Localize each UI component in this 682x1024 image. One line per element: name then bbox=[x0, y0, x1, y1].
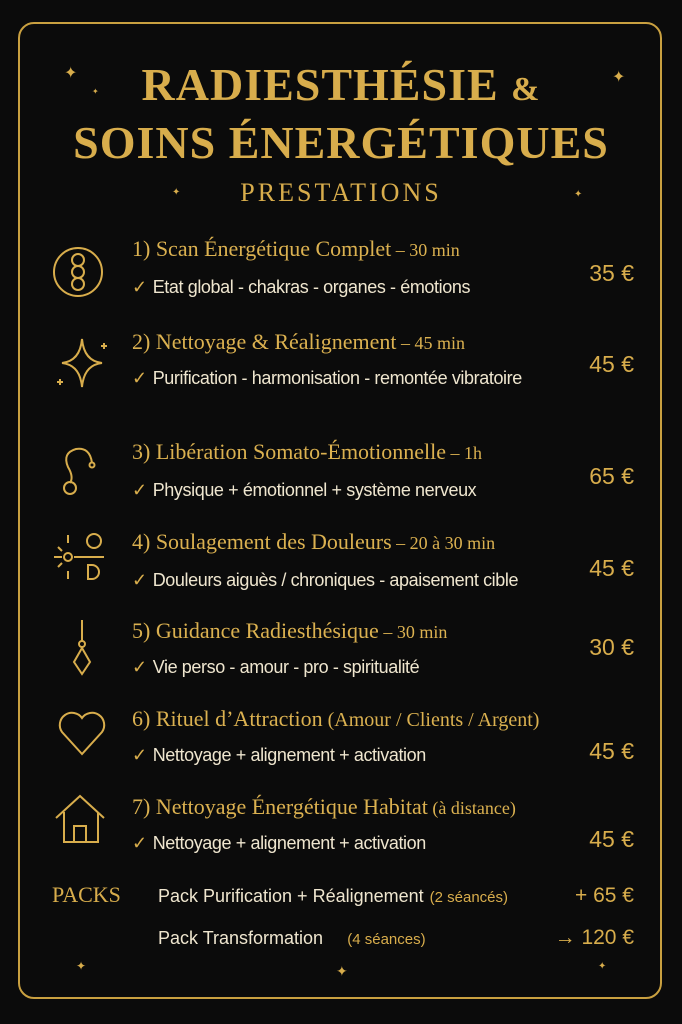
sparkle-icon: ✦ bbox=[336, 965, 348, 980]
service-title: 5) Guidance Radiesthésique – 30 min bbox=[132, 618, 448, 643]
spiral-icon bbox=[52, 443, 108, 499]
service-description: ✓ Nettoyage + alignement + activation bbox=[132, 745, 426, 765]
title-text: RADIESTHÉSIE bbox=[141, 59, 499, 110]
pack-item: Pack Transformation (4 séances) bbox=[158, 928, 426, 948]
sparkle-icon: ✦ bbox=[64, 65, 78, 82]
infinity-circle-icon bbox=[52, 244, 108, 300]
title-ampersand: & bbox=[511, 71, 541, 108]
sparkle-icon: ✦ bbox=[92, 87, 99, 96]
packs-label: PACKS bbox=[52, 882, 121, 907]
service-price: 35 € bbox=[589, 260, 634, 286]
pack-price: → 120 € bbox=[554, 926, 634, 949]
section-subtitle: PRESTATIONS bbox=[240, 178, 442, 207]
service-title: 1) Scan Énergétique Complet – 30 min bbox=[132, 236, 460, 261]
service-title: 6) Rituel d’Attraction (Amour / Clients / Argent) bbox=[132, 706, 540, 731]
sparkle-icon: ✦ bbox=[172, 187, 181, 198]
service-title: 2) Nettoyage & Réalignement – 45 min bbox=[132, 329, 466, 354]
sun-symbol-icon bbox=[52, 529, 108, 585]
service-price: 65 € bbox=[589, 463, 634, 489]
sparkle-icon: ✦ bbox=[574, 189, 583, 200]
sparkle-icon: ✦ bbox=[612, 69, 626, 86]
service-description: ✓ Nettoyage + alignement + activation bbox=[132, 833, 426, 853]
service-description: ✓ Douleurs aiguès / chroniques - apaisement cible bbox=[132, 570, 519, 590]
service-price: 45 € bbox=[589, 738, 634, 764]
pendulum-icon bbox=[52, 620, 108, 676]
service-price: 45 € bbox=[589, 351, 634, 377]
service-description: ✓ Physique + émotionnel + système nerveux bbox=[132, 480, 477, 500]
service-price: 30 € bbox=[589, 634, 634, 660]
house-icon bbox=[52, 790, 108, 846]
main-title-line2: SOINS ÉNERGÉTIQUES bbox=[73, 117, 609, 168]
pack-price: + 65 € bbox=[575, 884, 634, 907]
service-price: 45 € bbox=[589, 555, 634, 581]
service-description: ✓ Purification - harmonisation - remontée vibratoire bbox=[132, 368, 522, 388]
heart-icon bbox=[52, 706, 108, 762]
sparkle-icon: ✦ bbox=[598, 961, 607, 972]
service-title: 3) Libération Somato-Émotionnelle – 1h bbox=[132, 439, 483, 464]
service-price: 45 € bbox=[589, 826, 634, 852]
sparkle-icon: ✦ bbox=[76, 959, 87, 973]
service-description: ✓ Etat global - chakras - organes - émotions bbox=[132, 277, 471, 297]
service-title: 4) Soulagement des Douleurs – 20 à 30 min bbox=[132, 529, 496, 554]
service-title: 7) Nettoyage Énergétique Habitat (à distance) bbox=[132, 794, 516, 819]
sparkle-star-icon bbox=[52, 335, 108, 391]
service-description: ✓ Vie perso - amour - pro - spiritualité bbox=[132, 657, 420, 677]
main-title-line1 bbox=[0, 58, 682, 111]
pack-item: Pack Purification + Réalignement (2 séancés) bbox=[158, 886, 509, 906]
